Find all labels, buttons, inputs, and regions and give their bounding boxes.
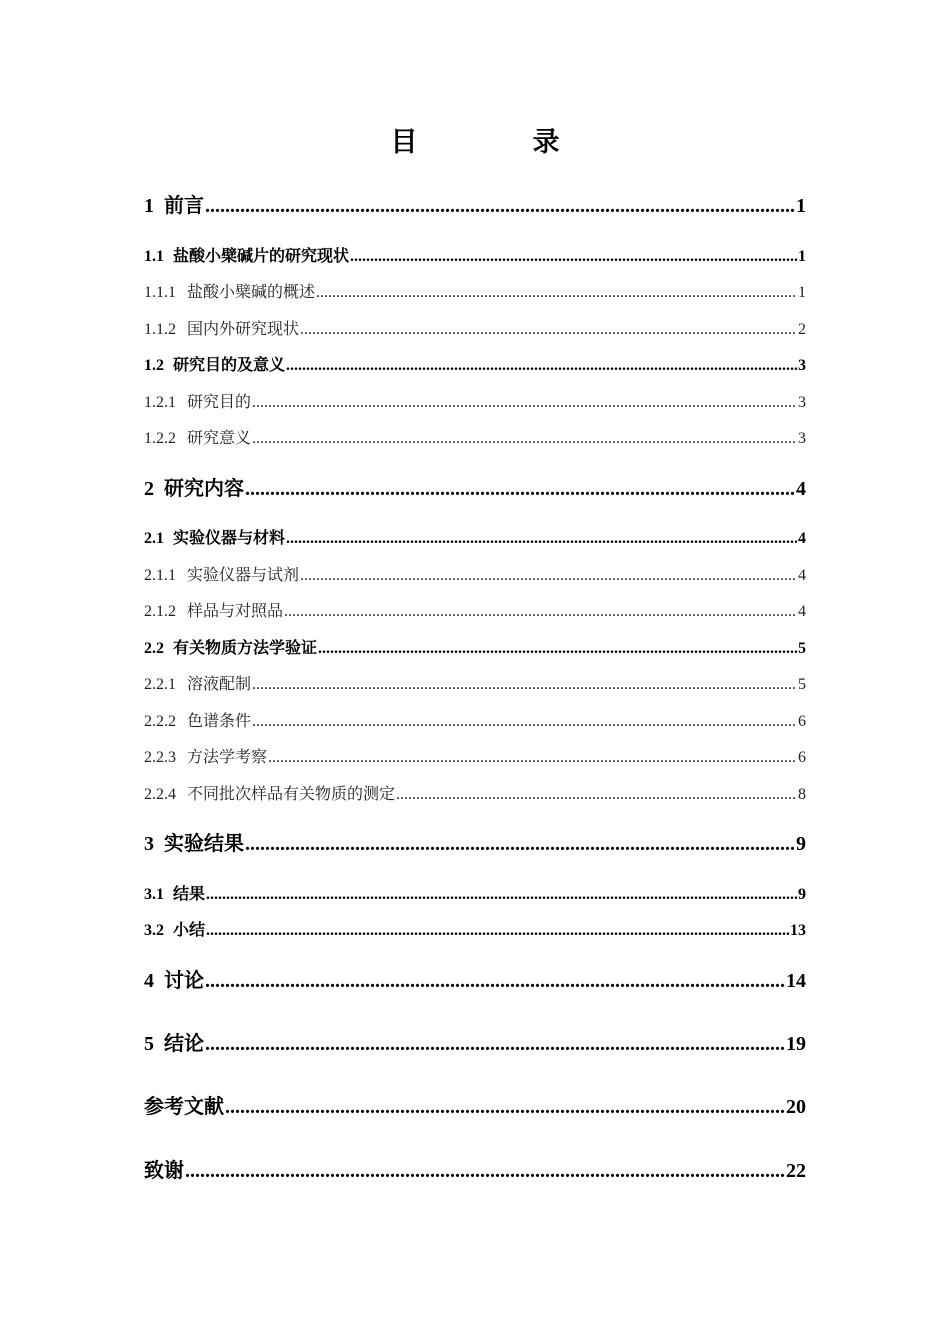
toc-entry-number: 1.1.2 (144, 321, 176, 338)
toc-entry[interactable] (144, 474, 806, 504)
toc-entry-number: 1.1.1 (144, 284, 176, 301)
dot-leader (205, 191, 795, 221)
dot-leader (252, 427, 797, 451)
dot-leader (316, 281, 797, 305)
toc-entry-title: 研究目的及意义 (173, 357, 286, 374)
toc-entry[interactable] (144, 746, 806, 770)
toc-entry-title: 研究目的 (187, 394, 252, 411)
toc-entry-page: 13 (790, 922, 806, 939)
page-title: 目 录 (390, 127, 604, 157)
toc-entry-number: 2.1.1 (144, 567, 176, 584)
dot-leader (300, 318, 797, 342)
toc-entry-title: 溶液配制 (187, 676, 252, 693)
toc-entry-number: 4 (144, 970, 154, 992)
toc-entry-number: 2.2.2 (144, 713, 176, 730)
toc-entry-title: 实验结果 (164, 833, 244, 855)
toc-entry-title: 盐酸小檗碱片的研究现状 (173, 248, 350, 265)
toc-entry-number: 1 (144, 195, 154, 217)
toc-entry-page: 5 (798, 676, 806, 693)
toc-entry[interactable] (144, 673, 806, 697)
dot-leader (185, 1156, 785, 1186)
dot-leader (252, 391, 797, 415)
toc-entry-number: 2.2 (144, 640, 164, 657)
toc-entry[interactable] (144, 527, 806, 551)
toc-entry-title: 结论 (164, 1033, 204, 1055)
toc-entry[interactable] (144, 1029, 806, 1059)
toc-entry[interactable] (144, 966, 806, 996)
toc-entry[interactable] (144, 1092, 806, 1122)
toc-entry[interactable] (144, 829, 806, 859)
toc-entry-page: 6 (798, 713, 806, 730)
toc-entry[interactable] (144, 427, 806, 451)
dot-leader (205, 1029, 785, 1059)
toc-entry[interactable] (144, 883, 806, 907)
toc-entry-title: 有关物质方法学验证 (173, 640, 318, 657)
dot-leader (300, 564, 797, 588)
toc-entry-title: 研究内容 (164, 478, 244, 500)
toc-entry-page: 6 (798, 749, 806, 766)
toc-entry[interactable] (144, 354, 806, 378)
toc-entry-page: 4 (798, 530, 806, 547)
dot-leader (268, 746, 797, 770)
toc-entry-title: 国内外研究现状 (187, 321, 300, 338)
toc-entry-title: 盐酸小檗碱的概述 (187, 284, 316, 301)
toc-entry[interactable] (144, 245, 806, 269)
toc-entry-title: 色谱条件 (187, 713, 252, 730)
toc-entry-title: 实验仪器与试剂 (187, 567, 300, 584)
toc-entry-number: 2.2.3 (144, 749, 176, 766)
toc-entry[interactable] (144, 391, 806, 415)
toc-entry-title: 样品与对照品 (187, 603, 284, 620)
toc-entry-title: 参考文献 (144, 1096, 224, 1118)
toc-entry[interactable] (144, 600, 806, 624)
toc-entry[interactable] (144, 710, 806, 734)
toc-entry-page: 5 (798, 640, 806, 657)
toc-entry-title: 研究意义 (187, 430, 252, 447)
toc-entry-number: 3 (144, 833, 154, 855)
toc-entry-page: 20 (786, 1096, 806, 1118)
toc-entry-page: 9 (798, 886, 806, 903)
toc-entry-page: 19 (786, 1033, 806, 1055)
toc-entry[interactable] (144, 1156, 806, 1186)
toc-entry-page: 1 (798, 248, 806, 265)
toc-entry[interactable] (144, 919, 806, 943)
toc-entry-title: 方法学考察 (187, 749, 268, 766)
dot-leader (245, 474, 795, 504)
toc-entry-page: 2 (798, 321, 806, 338)
dot-leader (245, 829, 795, 859)
toc-entry-title: 前言 (164, 195, 204, 217)
toc-entry-number: 5 (144, 1033, 154, 1055)
dot-leader (206, 919, 789, 943)
toc-entry[interactable] (144, 191, 806, 221)
toc-entry[interactable] (144, 281, 806, 305)
dot-leader (396, 783, 797, 807)
toc-entry-number: 3.2 (144, 922, 164, 939)
dot-leader (252, 710, 797, 734)
toc-entry-page: 9 (796, 833, 806, 855)
toc-entry-number: 1.2 (144, 357, 164, 374)
toc-entry-page: 4 (798, 567, 806, 584)
toc-entry[interactable] (144, 564, 806, 588)
dot-leader (205, 966, 785, 996)
toc-entry-title: 结果 (173, 886, 206, 903)
toc-entry[interactable] (144, 637, 806, 661)
toc-entry-number: 2.2.4 (144, 786, 176, 803)
toc-entry[interactable] (144, 783, 806, 807)
toc-entry-number: 2 (144, 478, 154, 500)
toc-entry-title: 不同批次样品有关物质的测定 (187, 786, 396, 803)
dot-leader (286, 354, 797, 378)
toc-entry-page: 1 (798, 284, 806, 301)
dot-leader (225, 1092, 785, 1122)
toc-entry-number: 1.2.1 (144, 394, 176, 411)
dot-leader (284, 600, 797, 624)
toc-entry-number: 2.1 (144, 530, 164, 547)
toc-entry-page: 22 (786, 1160, 806, 1182)
dot-leader (318, 637, 797, 661)
toc-entry-page: 1 (796, 195, 806, 217)
toc-entry-page: 3 (798, 430, 806, 447)
toc-entry-number: 2.2.1 (144, 676, 176, 693)
toc-entry[interactable] (144, 318, 806, 342)
toc-entry-number: 3.1 (144, 886, 164, 903)
dot-leader (286, 527, 797, 551)
toc-entry-title: 致谢 (144, 1160, 184, 1182)
toc-entry-page: 4 (798, 603, 806, 620)
toc-entry-page: 4 (796, 478, 806, 500)
toc-entry-page: 3 (798, 394, 806, 411)
dot-leader (350, 245, 797, 269)
toc-entry-page: 14 (786, 970, 806, 992)
toc-entry-title: 小结 (173, 922, 206, 939)
toc-entry-number: 2.1.2 (144, 603, 176, 620)
toc-entry-title: 实验仪器与材料 (173, 530, 286, 547)
toc-entry-number: 1.1 (144, 248, 164, 265)
toc-entry-number: 1.2.2 (144, 430, 176, 447)
toc-entry-page: 8 (798, 786, 806, 803)
dot-leader (252, 673, 797, 697)
toc-entry-page: 3 (798, 357, 806, 374)
dot-leader (206, 883, 797, 907)
toc-entry-title: 讨论 (164, 970, 204, 992)
